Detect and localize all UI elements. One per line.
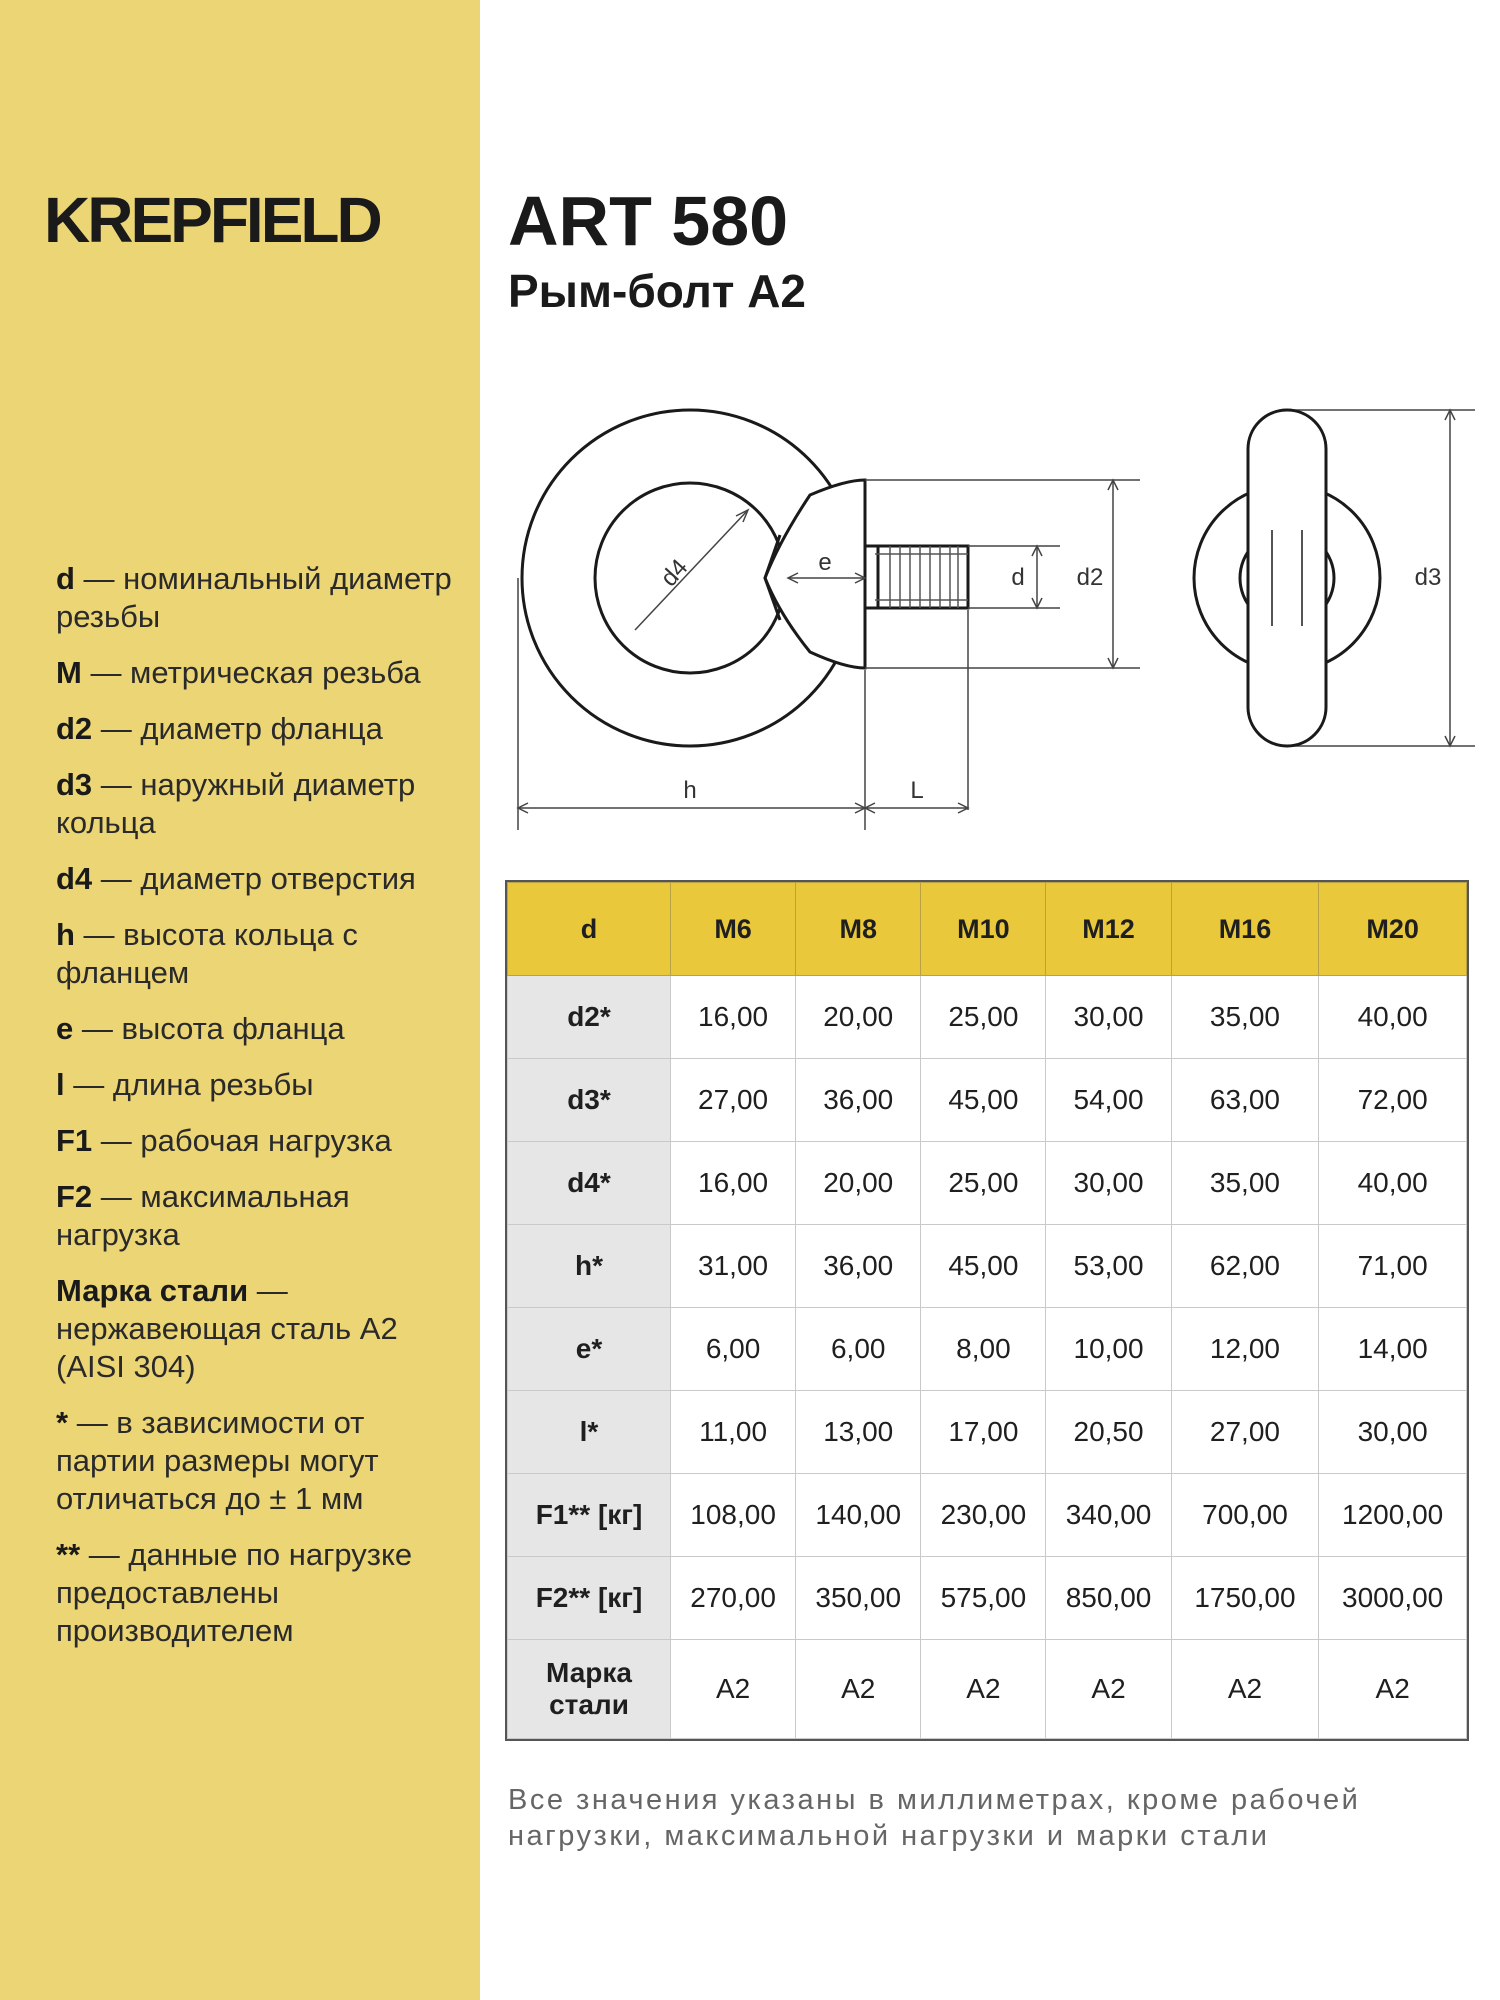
page-title: ART 580: [508, 182, 789, 260]
table-cell: 35,00: [1171, 1142, 1319, 1225]
label-d2: d2: [1076, 564, 1104, 591]
table-cell: 31,00: [671, 1225, 796, 1308]
table-cell: 270,00: [671, 1557, 796, 1640]
table-cell: 3000,00: [1319, 1557, 1467, 1640]
row-header: d2*: [508, 976, 671, 1059]
legend-item: e — высота фланца: [56, 1011, 345, 1046]
eye-bolt-drawing: [480, 380, 1500, 850]
header-cell: M6: [671, 883, 796, 976]
row-header: F1** [кг]: [508, 1474, 671, 1557]
table-cell: 36,00: [796, 1059, 921, 1142]
row-header: d4*: [508, 1142, 671, 1225]
legend-item: * — в зависимости от партии размеры могут отличаться до ± 1 мм: [56, 1405, 379, 1516]
legend-list: [56, 560, 466, 1668]
table-cell: 20,50: [1046, 1391, 1171, 1474]
table-cell: 40,00: [1319, 976, 1467, 1059]
label-h: h: [683, 777, 697, 804]
table-cell: 850,00: [1046, 1557, 1171, 1640]
table-cell: 575,00: [921, 1557, 1046, 1640]
table-row: [508, 1557, 1467, 1640]
table-cell: 27,00: [1171, 1391, 1319, 1474]
table-cell: 11,00: [671, 1391, 796, 1474]
label-d3: d3: [1414, 564, 1442, 591]
legend-item: d — номинальный диаметр резьбы: [56, 561, 452, 634]
table-row: [508, 1391, 1467, 1474]
table-row: [508, 1225, 1467, 1308]
table-cell: 20,00: [796, 1142, 921, 1225]
table-cell: 16,00: [671, 976, 796, 1059]
dimension-lines: [518, 410, 1475, 830]
row-header: d3*: [508, 1059, 671, 1142]
table-cell: 30,00: [1046, 1142, 1171, 1225]
row-header: F2** [кг]: [508, 1557, 671, 1640]
row-header: h*: [508, 1225, 671, 1308]
header-cell: M12: [1046, 883, 1171, 976]
table-cell: 45,00: [921, 1225, 1046, 1308]
table-cell: 140,00: [796, 1474, 921, 1557]
header-cell: d: [508, 883, 671, 976]
table-cell: 35,00: [1171, 976, 1319, 1059]
eye-bolt-side-view: [1194, 410, 1380, 746]
table-cell: 17,00: [921, 1391, 1046, 1474]
table-cell: 230,00: [921, 1474, 1046, 1557]
table-row: [508, 1640, 1467, 1739]
table-cell: A2: [671, 1640, 796, 1739]
units-footnote: Все значения указаны в миллиметрах, кроме рабочей нагрузки, максимальной нагрузки и марки стали: [508, 1784, 1361, 1852]
table-cell: A2: [1046, 1640, 1171, 1739]
table-cell: 40,00: [1319, 1142, 1467, 1225]
header-cell: M8: [796, 883, 921, 976]
table-cell: 700,00: [1171, 1474, 1319, 1557]
table-row: [508, 1059, 1467, 1142]
legend-item: d3 — наружный диаметр кольца: [56, 767, 416, 840]
legend-item: Марка стали — нержавеющая сталь А2 (AISI 304): [56, 1273, 398, 1384]
spec-table: [507, 882, 1467, 1739]
row-header: l*: [508, 1391, 671, 1474]
table-cell: 54,00: [1046, 1059, 1171, 1142]
row-header: e*: [508, 1308, 671, 1391]
label-e: e: [818, 549, 832, 576]
table-cell: 8,00: [921, 1308, 1046, 1391]
brand-logo: KREPFIELD: [44, 184, 380, 256]
table-cell: 10,00: [1046, 1308, 1171, 1391]
table-cell: 1750,00: [1171, 1557, 1319, 1640]
table-cell: A2: [796, 1640, 921, 1739]
table-row: [508, 976, 1467, 1059]
table-cell: 45,00: [921, 1059, 1046, 1142]
label-d: d: [1011, 564, 1025, 591]
legend-item: l — длина резьбы: [56, 1067, 314, 1102]
table-cell: 27,00: [671, 1059, 796, 1142]
table-cell: 12,00: [1171, 1308, 1319, 1391]
eye-bolt-front-view: [522, 410, 968, 746]
legend-item: M — метрическая резьба: [56, 655, 421, 690]
table-cell: 30,00: [1046, 976, 1171, 1059]
table-cell: 20,00: [796, 976, 921, 1059]
table-cell: 36,00: [796, 1225, 921, 1308]
table-cell: 16,00: [671, 1142, 796, 1225]
table-row: [508, 1142, 1467, 1225]
table-cell: 6,00: [671, 1308, 796, 1391]
table-cell: 6,00: [796, 1308, 921, 1391]
table-cell: 25,00: [921, 1142, 1046, 1225]
legend-item: d2 — диаметр фланца: [56, 711, 383, 746]
table-cell: 1200,00: [1319, 1474, 1467, 1557]
table-cell: 63,00: [1171, 1059, 1319, 1142]
table-cell: A2: [1319, 1640, 1467, 1739]
table-cell: 30,00: [1319, 1391, 1467, 1474]
header-cell: M20: [1319, 883, 1467, 976]
label-d4: d4: [655, 554, 694, 592]
table-cell: 14,00: [1319, 1308, 1467, 1391]
table-cell: A2: [1171, 1640, 1319, 1739]
row-header: Марка стали: [508, 1640, 671, 1739]
legend-item: h — высота кольца с фланцем: [56, 917, 358, 990]
legend-item: d4 — диаметр отверстия: [56, 861, 416, 896]
table-cell: A2: [921, 1640, 1046, 1739]
table-cell: 108,00: [671, 1474, 796, 1557]
legend-item: ** — данные по нагрузке предоставлены производителем: [56, 1537, 413, 1648]
page-subtitle: Рым-болт А2: [508, 265, 807, 317]
legend-item: F2 — максимальная нагрузка: [56, 1179, 350, 1252]
table-header-row: [508, 883, 1467, 976]
table-cell: 350,00: [796, 1557, 921, 1640]
table-cell: 340,00: [1046, 1474, 1171, 1557]
header-cell: M10: [921, 883, 1046, 976]
table-cell: 13,00: [796, 1391, 921, 1474]
sidebar: [0, 0, 480, 2000]
legend-item: F1 — рабочая нагрузка: [56, 1123, 392, 1158]
table-row: [508, 1308, 1467, 1391]
table-cell: 53,00: [1046, 1225, 1171, 1308]
label-L: L: [910, 777, 924, 804]
table-cell: 72,00: [1319, 1059, 1467, 1142]
table-row: [508, 1474, 1467, 1557]
header-cell: M16: [1171, 883, 1319, 976]
table-cell: 25,00: [921, 976, 1046, 1059]
table-cell: 62,00: [1171, 1225, 1319, 1308]
table-cell: 71,00: [1319, 1225, 1467, 1308]
